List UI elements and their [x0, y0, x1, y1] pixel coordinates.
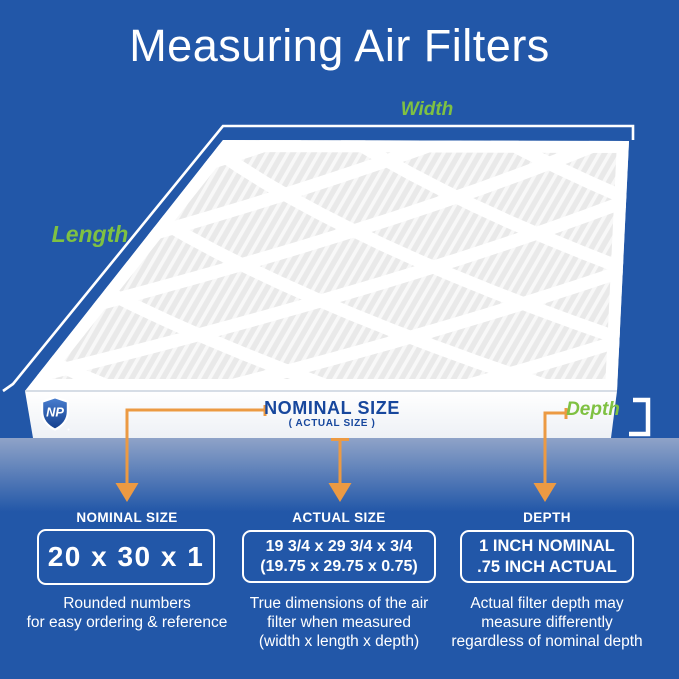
nominal-size-value: 20 x 30 x 1 [47, 541, 205, 572]
nominal-size-box [37, 529, 215, 585]
description-line: Rounded numbers [63, 595, 191, 612]
brand-shield-logo [40, 396, 70, 432]
actual-size-value-decimals: (19.75 x 29.75 x 0.75) [260, 557, 418, 575]
description-line: filter when measured [267, 614, 411, 631]
frame-size-label [212, 398, 452, 430]
depth-box [460, 530, 634, 583]
description-line: measure differently [481, 614, 613, 631]
width-dimension-label: Width [400, 99, 454, 120]
description-line: regardless of nominal depth [451, 633, 643, 650]
description-line: True dimensions of the air [249, 595, 429, 612]
length-dimension-label: Length [51, 221, 129, 247]
nominal-size-description [17, 594, 237, 632]
brand-logo-text: NP [46, 404, 64, 420]
page-title: Measuring Air Filters [129, 20, 550, 71]
depth-dimension-label: Depth [566, 399, 620, 420]
nominal-size-header: NOMINAL SIZE [76, 510, 178, 525]
actual-size-value-fractions: 19 3/4 x 29 3/4 x 3/4 [265, 537, 413, 555]
actual-size-box [242, 530, 436, 583]
depth-actual-value: .75 INCH ACTUAL [477, 557, 617, 576]
depth-nominal-value: 1 INCH NOMINAL [479, 536, 615, 555]
frame-actual-size-label: ( ACTUAL SIZE ) [288, 418, 376, 429]
depth-header: DEPTH [523, 510, 571, 525]
description-line: for easy ordering & reference [26, 614, 228, 631]
description-line: Actual filter depth may [470, 595, 624, 612]
description-line: (width x length x depth) [258, 633, 420, 650]
depth-description [437, 594, 657, 651]
frame-nominal-size-label: NOMINAL SIZE [264, 398, 400, 418]
actual-size-header: ACTUAL SIZE [292, 510, 386, 525]
actual-size-description [229, 594, 449, 651]
